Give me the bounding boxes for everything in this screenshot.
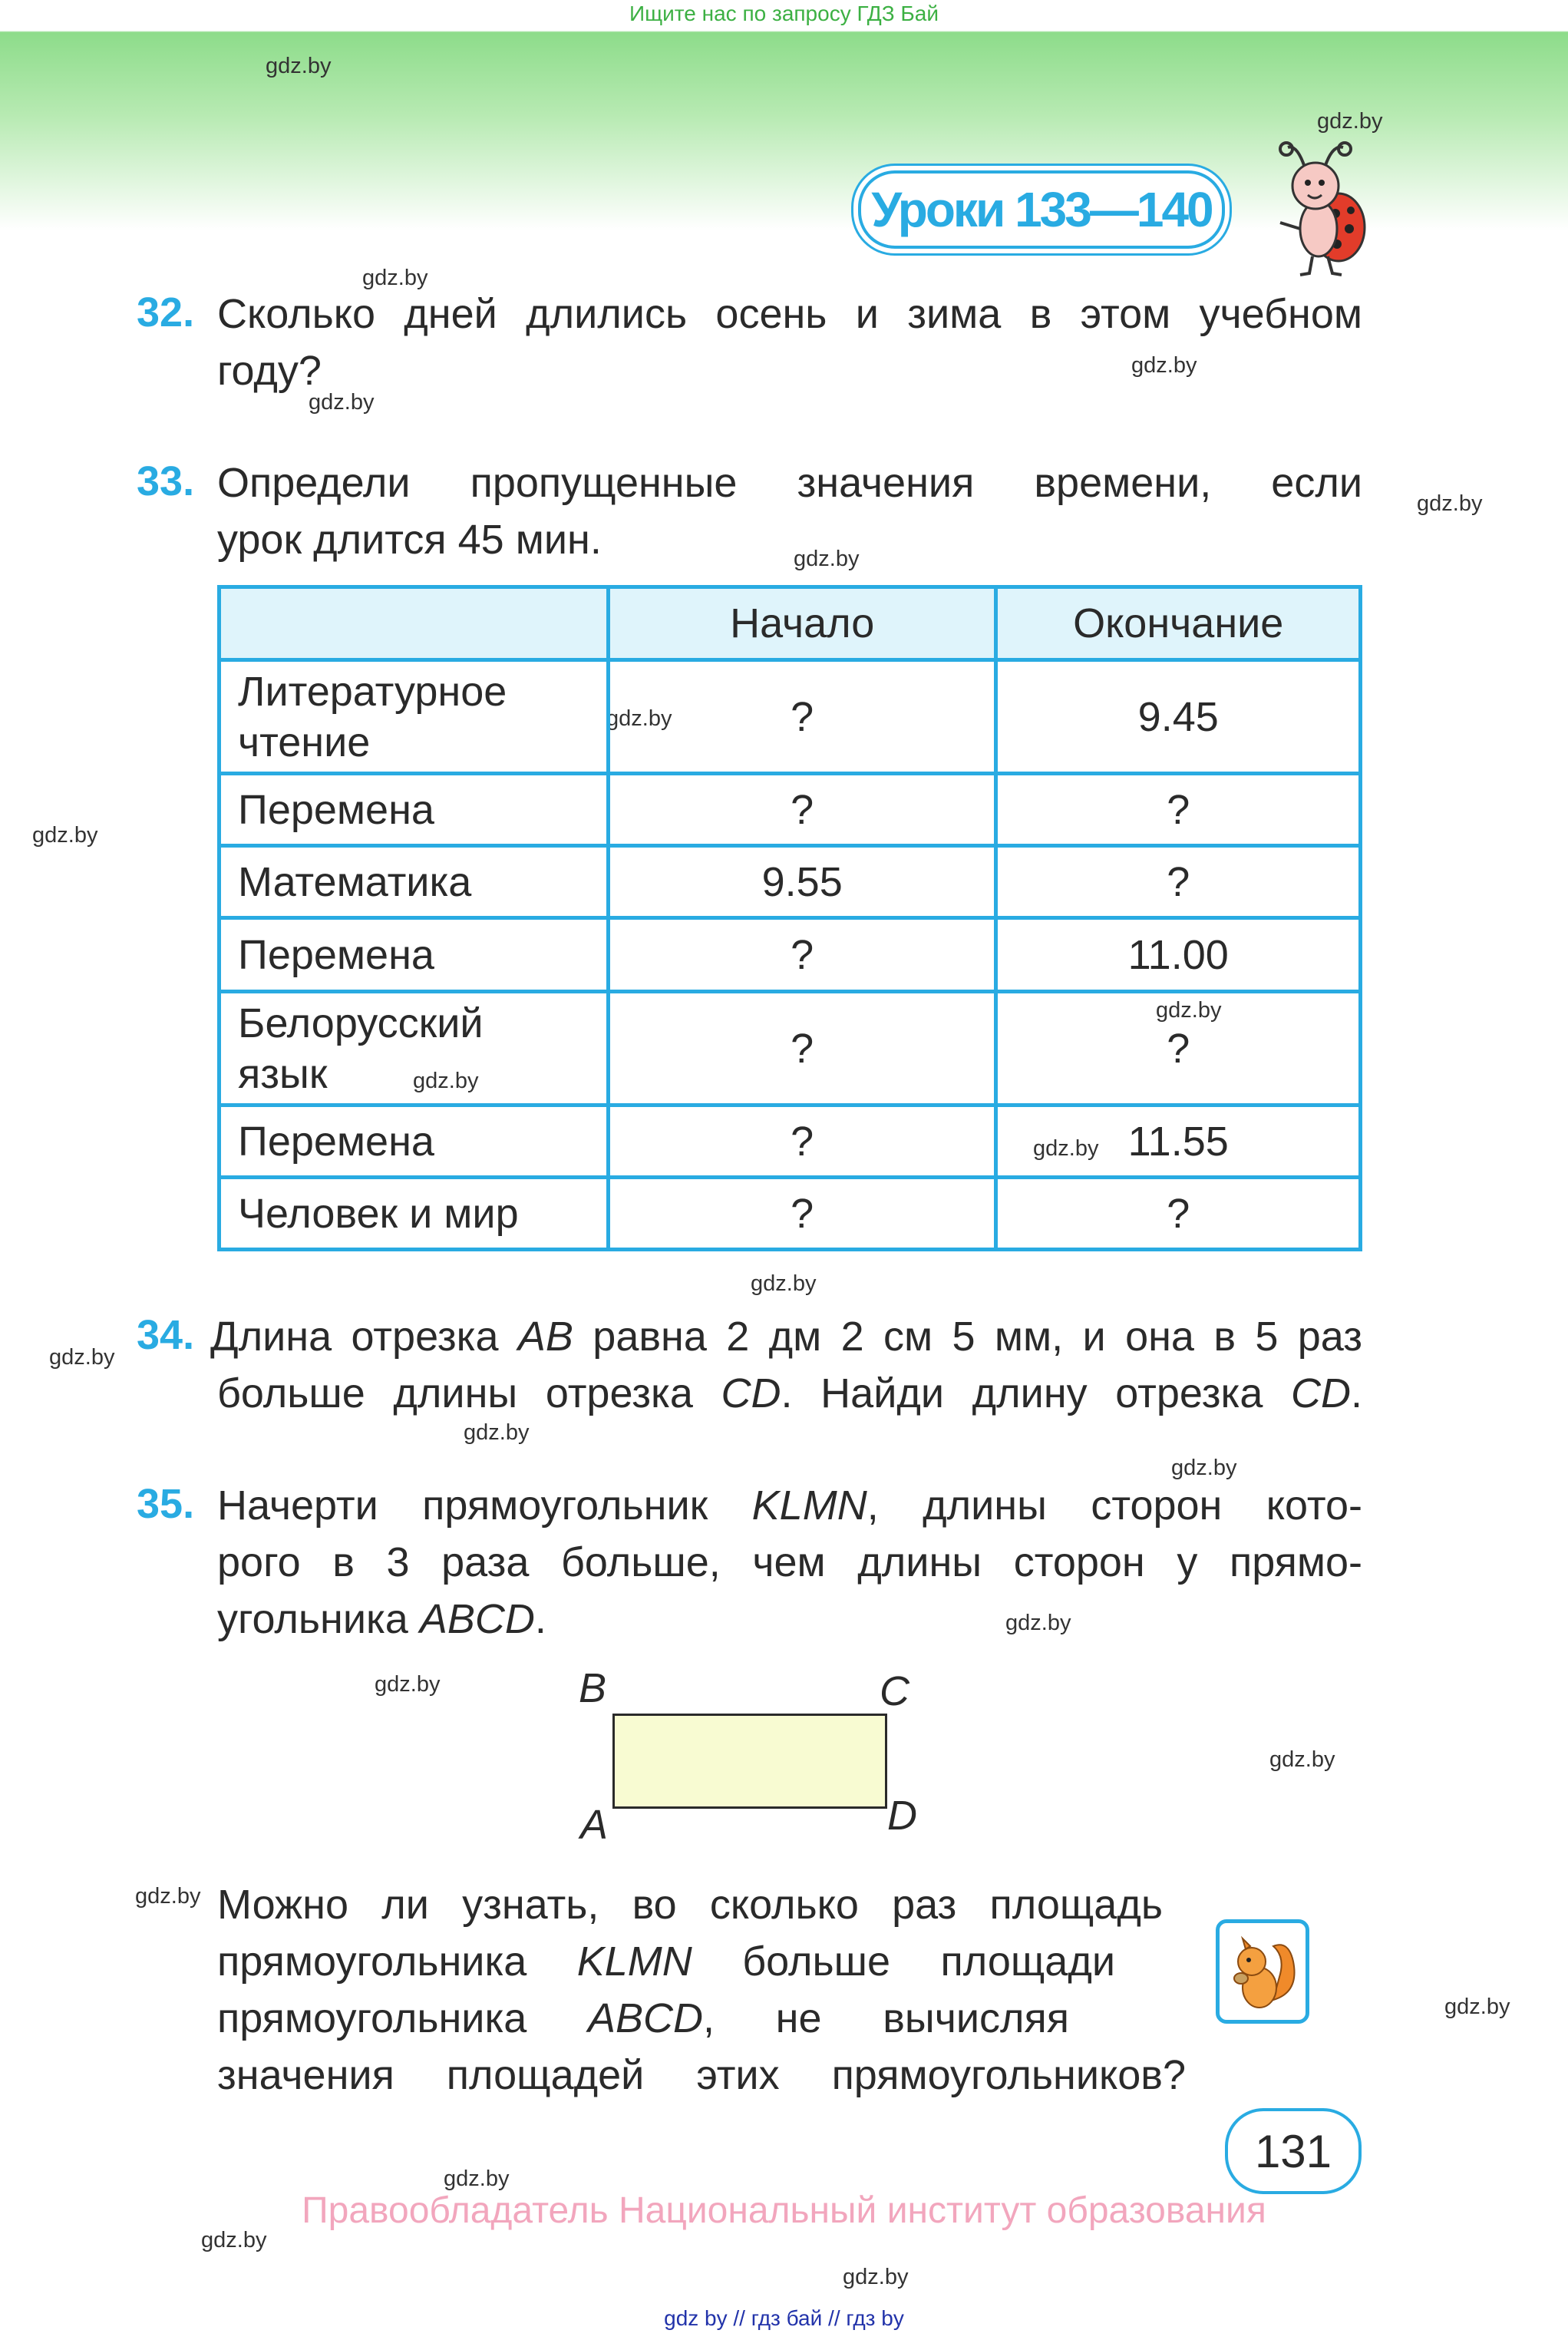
task-text: Длина отрезка AB равна 2 дм 2 см 5 мм, и она в 5 раз [210, 1314, 1362, 1360]
watermark: gdz.by [794, 547, 860, 571]
table-row [220, 660, 1361, 774]
watermark: gdz.by [309, 390, 375, 415]
watermark: gdz.by [266, 54, 332, 78]
schedule-table [217, 585, 1362, 1251]
squirrel-box [1216, 1919, 1309, 2024]
watermark: gdz.by [751, 1271, 817, 1296]
table-cell: Человек и мир [220, 1178, 609, 1250]
table-cell: 9.45 [996, 660, 1361, 774]
table-cell: ? [996, 774, 1361, 846]
watermark: gdz.by [413, 1069, 479, 1093]
table-header-cell: Окончание [996, 587, 1361, 660]
table-cell: Перемена [220, 1106, 609, 1178]
task-text: угольника ABCD. [217, 1596, 546, 1642]
task-text: Сколько дней длились осень и зима в этом учебном [217, 291, 1362, 337]
copyright-notice: Правообладатель Национальный институт образования [302, 2190, 1266, 2231]
watermark: gdz.by [464, 1420, 530, 1445]
watermark: gdz.by [1005, 1611, 1071, 1635]
watermark: gdz.by [49, 1345, 115, 1370]
watermark: gdz.by [1171, 1456, 1237, 1480]
table-row [220, 992, 1361, 1106]
table-cell: ? [608, 918, 995, 992]
watermark: gdz.by [135, 1884, 201, 1909]
task-number: 35. [137, 1481, 195, 1527]
watermark: gdz.by [1033, 1136, 1099, 1161]
table-row [220, 918, 1361, 992]
task-text: Определи пропущенные значения времени, если [217, 460, 1362, 506]
watermark: gdz.by [375, 1672, 441, 1697]
watermark: gdz.by [32, 823, 98, 848]
table-cell: ? [996, 1178, 1361, 1250]
ladybug-icon [1274, 137, 1374, 283]
task-number: 33. [137, 458, 195, 504]
watermark: gdz.by [1131, 353, 1197, 378]
task-text: Начерти прямоугольник KLMN, длины сторон кото- [217, 1482, 1363, 1529]
watermark: gdz.by [201, 2228, 267, 2252]
rectangle-abcd [612, 1714, 887, 1809]
table-cell: Литературное чтение [220, 660, 609, 774]
table-header-cell [220, 587, 609, 660]
lesson-badge: Уроки 133—140 [858, 170, 1225, 249]
question-text: прямоугольника ABCD, не вычисляя [217, 1995, 1069, 2041]
table-cell: 11.00 [996, 918, 1361, 992]
watermark: gdz.by [1156, 998, 1222, 1023]
table-cell: ? [608, 1178, 995, 1250]
watermark: gdz.by [606, 706, 672, 731]
table-row [220, 1178, 1361, 1250]
watermark: gdz.by [1317, 109, 1383, 134]
table-cell: Перемена [220, 918, 609, 992]
question-text: Можно ли узнать, во сколько раз площадь [217, 1882, 1163, 1928]
watermark: gdz.by [1417, 491, 1483, 516]
point-c-label: C [880, 1668, 909, 1714]
watermark: gdz.by [1269, 1747, 1335, 1772]
table-cell: ? [608, 774, 995, 846]
task-text: рого в 3 раза больше, чем длины сторон у прямо- [217, 1539, 1362, 1585]
task-text: году? [217, 348, 322, 394]
watermark: gdz.by [362, 266, 428, 290]
question-text: прямоугольника KLMN больше площади [217, 1938, 1115, 1985]
watermark: gdz.by [843, 2265, 909, 2289]
table-cell: 11.55 [996, 1106, 1361, 1178]
task-text: урок длится 45 мин. [217, 517, 602, 563]
task-text: больше длины отрезка CD. Найди длину отрезка CD. [217, 1370, 1362, 1416]
table-cell: Белорусский язык [220, 992, 609, 1106]
footer-links[interactable]: gdz by // гдз бай // гдз by [664, 2306, 904, 2330]
table-row [220, 774, 1361, 846]
squirrel-icon [1220, 1923, 1306, 2020]
task-number: 32. [137, 289, 195, 335]
table-cell: ? [608, 660, 995, 774]
table-row [220, 1106, 1361, 1178]
point-d-label: D [887, 1793, 917, 1839]
table-header-cell: Начало [608, 587, 995, 660]
table-cell: ? [608, 992, 995, 1106]
table-cell: Перемена [220, 774, 609, 846]
watermark: gdz.by [444, 2166, 510, 2191]
table-cell: ? [996, 846, 1361, 918]
point-b-label: B [579, 1665, 607, 1711]
question-text: значения площадей этих прямоугольников? [217, 2052, 1186, 2098]
watermark: gdz.by [1444, 1995, 1510, 2019]
table-row [220, 846, 1361, 918]
task-number: 34. [137, 1312, 195, 1358]
table-header-row [220, 587, 1361, 660]
point-a-label: A [580, 1802, 609, 1848]
table-cell: Математика [220, 846, 609, 918]
table-cell: ? [996, 992, 1361, 1106]
search-note[interactable]: Ищите нас по запросу ГДЗ Бай [629, 2, 939, 25]
table-cell: ? [608, 1106, 995, 1178]
table-cell: 9.55 [608, 846, 995, 918]
page-number: 131 [1225, 2108, 1362, 2194]
